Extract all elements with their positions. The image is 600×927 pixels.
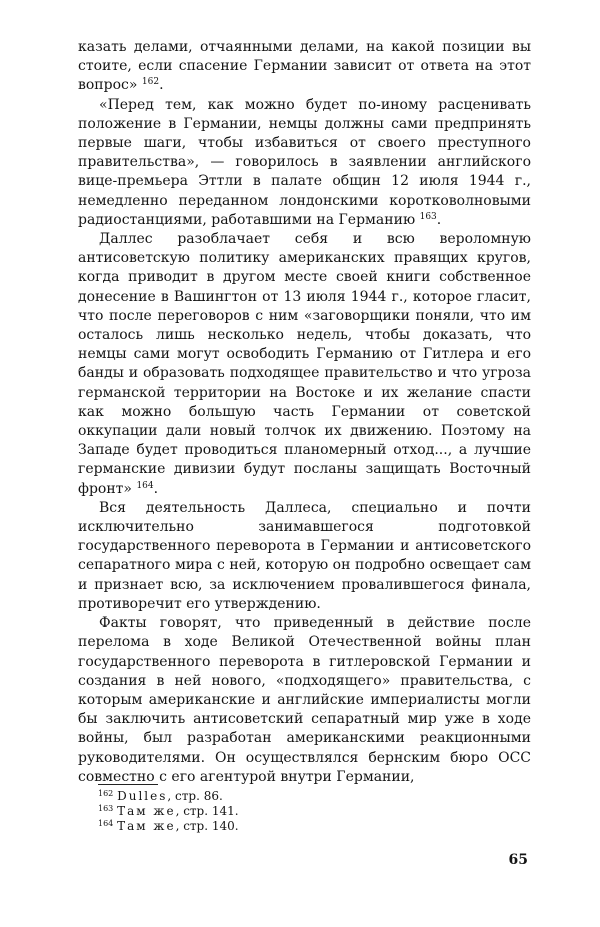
body-text: [78, 38, 531, 787]
footnote-ref-163[interactable]: 163: [419, 211, 437, 222]
footnote-163: $^{163}$ Там же, стр. 141.: [98, 804, 239, 818]
footnote-ref-164[interactable]: 164: [136, 480, 154, 491]
footnote-divider: [98, 784, 158, 785]
footnote-164: $^{164}$ Там же, стр. 140.: [98, 819, 239, 833]
paragraph-5: Факты говорят, что приведенный в действие после перелома в ходе Великой Отечественной войны план государственного переворота в гитлеровской Германии и создания в ней нового, «подходящего» правительства, с которым американские и английские империалисты могли бы заключить антисоветский сепаратный мир уже в ходе войны, был разработан американскими реакционными руководителями. Он осуществлялся бернским бюро ОСС совместно с его агентурой внутри Германии,: [78, 615, 531, 785]
footnote-ref-162[interactable]: 162: [141, 77, 160, 88]
paragraph-1: казать делами, отчаянными делами, на какой позиции вы стоите, если спасение Германии зависит от ответа на этот вопрос» $^{162}$.: [78, 39, 531, 94]
paragraph-3: Даллес разоблачает себя и всю вероломную антисоветскую политику американских правящих кругов, когда приводит в другом месте своей книги собственное донесение в Вашингтон от 13 июля 1944 г., которое гласит, что после переговоров с ним «заговорщики поняли, что им осталось лишь несколько недель, чтобы доказать, что немцы сами могут освободить Германию от Гитлера и его банды и образовать подходящее правительство и что угроза германской территории на Востоке и их желание спасти как можно большую часть Германии от советской оккупации дали новый толчок их движению. Поэтому на Западе будет проводиться планомерный отход..., а лучшие германские дивизии будут посланы защищать Восточный фронт» $^{164}$.: [78, 231, 531, 497]
footnotes: [98, 789, 498, 834]
paragraph-2: «Перед тем, как можно будет по-иному расценивать положение в Германии, немцы должны сами предпринять первые шаги, чтобы избавиться от своего преступного правительства», — говорилось в заявлении английского вице-премьера Эттли в палате общин 12 июля 1944 г., немедленно переданном лондонскими коротковолновыми радиостанциями, работавшими на Германию $^{163}$.: [78, 96, 531, 228]
paragraph-4: Вся деятельность Даллеса, специально и почти исключительно занимавшегося подготовкой государственного переворота в Германии и антисоветского сепаратного мира с ней, которую он подробно освещает сам и признает всю, за исключением провалившегося финала, противоречит его утверждению.: [78, 499, 531, 612]
page-number: 65: [508, 852, 528, 868]
footnote-162: $^{162}$ Dulles, стр. 86.: [98, 789, 223, 803]
